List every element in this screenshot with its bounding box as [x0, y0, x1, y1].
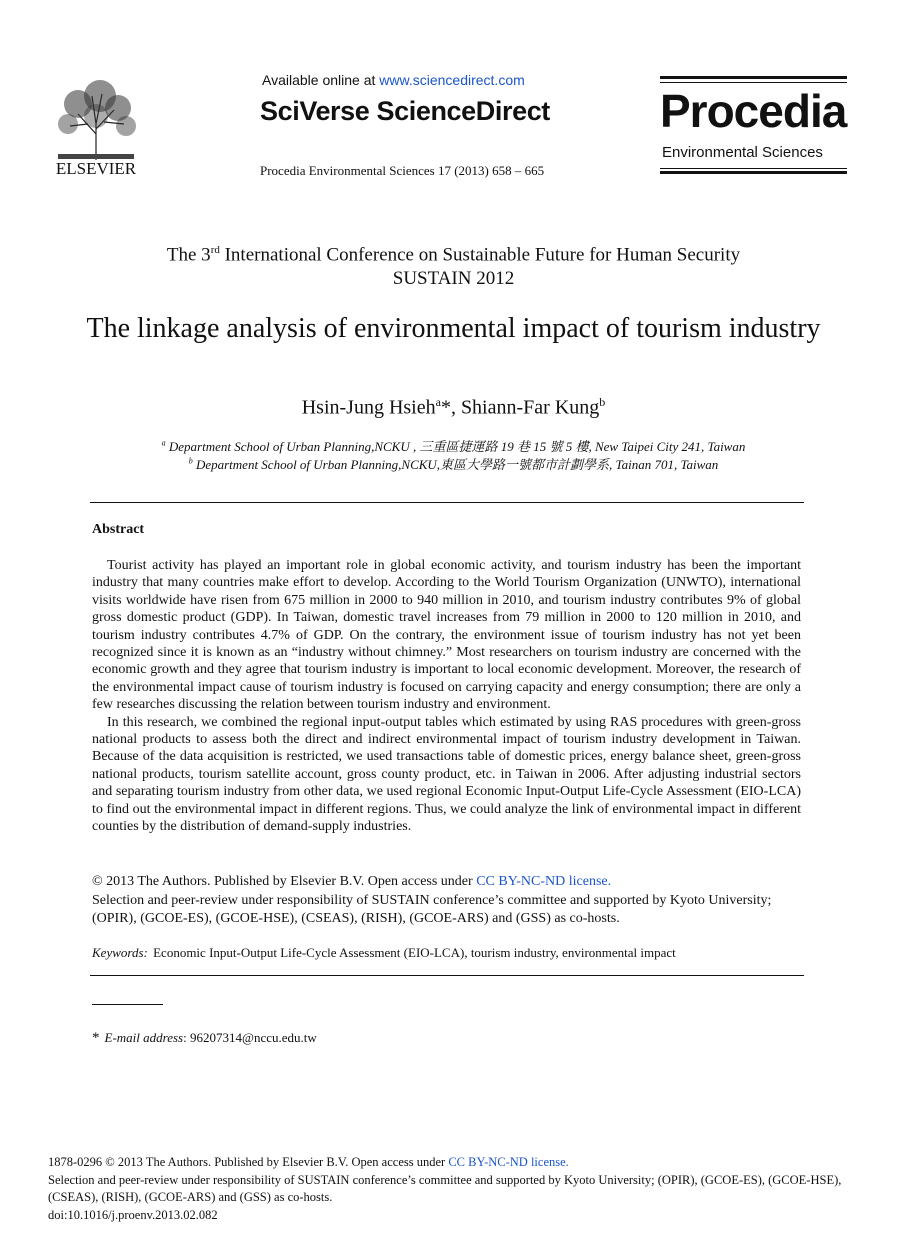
footer-copyright [48, 1154, 868, 1172]
conference-short-name: SUSTAIN 2012 [392, 268, 515, 289]
procedia-logo-subtitle: Environmental Sciences [662, 144, 823, 161]
copyright-notice [92, 873, 812, 929]
footnote [92, 1030, 317, 1047]
author-name: Hsin-Jung Hsieh [301, 396, 436, 419]
abstract-paragraph: Tourist activity has played an important role in global economic activity, and tourism industry has been the important industry that many countries make effort to develop. According to the World Tourism Organization (UNWTO), international visits worldwide have risen from 675 million in 2000 to 940 million in 2010, and tourism industry contributes 9% of global gross domestic product (GDP). In Taiwan, domestic travel increases from 79 million in 2000 to 120 million in 2010, and tourism industry contributes 4.7% of GDP. On the contrary, the environment issue of tourism industry has not yet been recognized since it is known as an “industry without chimney.” Most researchers on tourism industry are concerned with the economic growth and they agree that tourism industry is important to local economic development. Moreover, the research of the environmental impact cause of tourism industry is focused on carrying capacity and energy consumption; there are only a few researches discussing the relation between tourism industry and environment. [92, 558, 801, 713]
footer-doi: doi:10.1016/j.proenv.2013.02.082 [48, 1207, 218, 1222]
abstract-heading: Abstract [92, 522, 145, 537]
affiliation-a [80, 436, 827, 455]
page-footer [48, 1154, 868, 1224]
conference-prefix: The 3 [166, 244, 211, 266]
section-divider [90, 502, 804, 503]
abstract-body [92, 557, 801, 836]
elsevier-logo [48, 74, 144, 178]
affiliation-mark: b [188, 456, 193, 466]
procedia-divider [660, 168, 847, 169]
affiliation-mark: a [161, 438, 166, 448]
author-name: Shiann-Far Kung [460, 396, 600, 419]
author-list [80, 395, 827, 420]
conference-title [80, 244, 827, 266]
affiliation-text: Department School of Urban Planning,NCKU,東區大學路一號都市計劃學系, Tainan 701, Taiwan [192, 457, 719, 472]
author-affil-mark: b [599, 395, 606, 409]
affiliation-b [80, 454, 827, 473]
footer-copyright-text: 1878-0296 © 2013 The Authors. Published by Elsevier B.V. Open access under [48, 1155, 449, 1169]
peer-review-statement: Selection and peer-review under responsibility of SUSTAIN conference’s committee and supported by Kyoto University; (OPIR), (GCOE-ES), (GCOE-HSE), (CSEAS), (RISH), (GCOE-ARS) and (GSS) as co-hosts. [92, 892, 772, 926]
license-link[interactable]: CC BY-NC-ND license. [476, 874, 612, 889]
paper-title: The linkage analysis of environmental impact of tourism industry [86, 313, 821, 344]
affiliation-text: Department School of Urban Planning,NCKU , 三重區捷運路 19 巷 15 號 5 樓, New Taipei City 241, Taiwan [165, 439, 746, 454]
keywords-line [92, 945, 676, 961]
footer-peer-review: Selection and peer-review under responsibility of SUSTAIN conference’s committee and supported by Kyoto University; (OPIR), (GCOE-ES), (GCOE-HSE), (CSEAS), (RISH), (GCOE-ARS) and (GSS) as co-hosts. [48, 1172, 842, 1204]
procedia-divider [660, 82, 847, 83]
journal-citation: Procedia Environmental Sciences 17 (2013) 658 – 665 [260, 163, 545, 178]
procedia-divider [660, 76, 847, 79]
elsevier-tree-icon [48, 74, 144, 178]
copyright-text: © 2013 The Authors. Published by Elsevier B.V. Open access under [92, 874, 477, 889]
procedia-logo-title: Procedia [660, 85, 847, 137]
footer-license-link[interactable]: CC BY-NC-ND license. [448, 1155, 569, 1169]
abstract-paragraph: In this research, we combined the regional input-output tables which estimated by using RAS procedures with green-gross national products to assess both the direct and indirect environmental impact of tourism industry development in Taiwan. Because of the data acquisition is restricted, we used transactions table of domestic prices, energy balance sheet, green-gross national products, tourism satellite account, gross county product, etc. in Taiwan in 2006. After adjusting industrial sectors and separating tourism industry from other data, we used regional Economic Input-Output Life-Cycle Assessment (EIO-LCA) to find out the environmental impact in different regions. Thus, we could analyze the link of environmental impact in different counties by the distribution of demand-supply industries. [92, 714, 801, 835]
procedia-divider [660, 171, 847, 174]
available-online-line [262, 72, 525, 88]
keywords-label: Keywords: [92, 945, 148, 960]
email-address: : 96207314@nccu.edu.tw [183, 1030, 317, 1045]
sciencedirect-link[interactable]: www.sciencedirect.com [379, 72, 525, 88]
copyright-line [92, 873, 812, 892]
section-divider [90, 975, 804, 976]
footnote-divider [92, 1004, 163, 1005]
author-affil-mark: a [435, 395, 441, 409]
keywords-text: Economic Input-Output Life-Cycle Assessment (EIO-LCA), tourism industry, environmental impact [149, 945, 676, 960]
corresponding-mark: *, [440, 396, 461, 419]
conference-rest: International Conference on Sustainable Future for Human Security [219, 244, 741, 266]
footnote-label: E-mail address [104, 1030, 184, 1045]
sciverse-logo: SciVerse ScienceDirect [260, 96, 550, 126]
conference-ordinal: rd [210, 244, 220, 256]
available-prefix: Available online at [262, 72, 380, 88]
footnote-symbol: * [92, 1030, 100, 1046]
elsevier-wordmark: ELSEVIER [55, 159, 137, 178]
